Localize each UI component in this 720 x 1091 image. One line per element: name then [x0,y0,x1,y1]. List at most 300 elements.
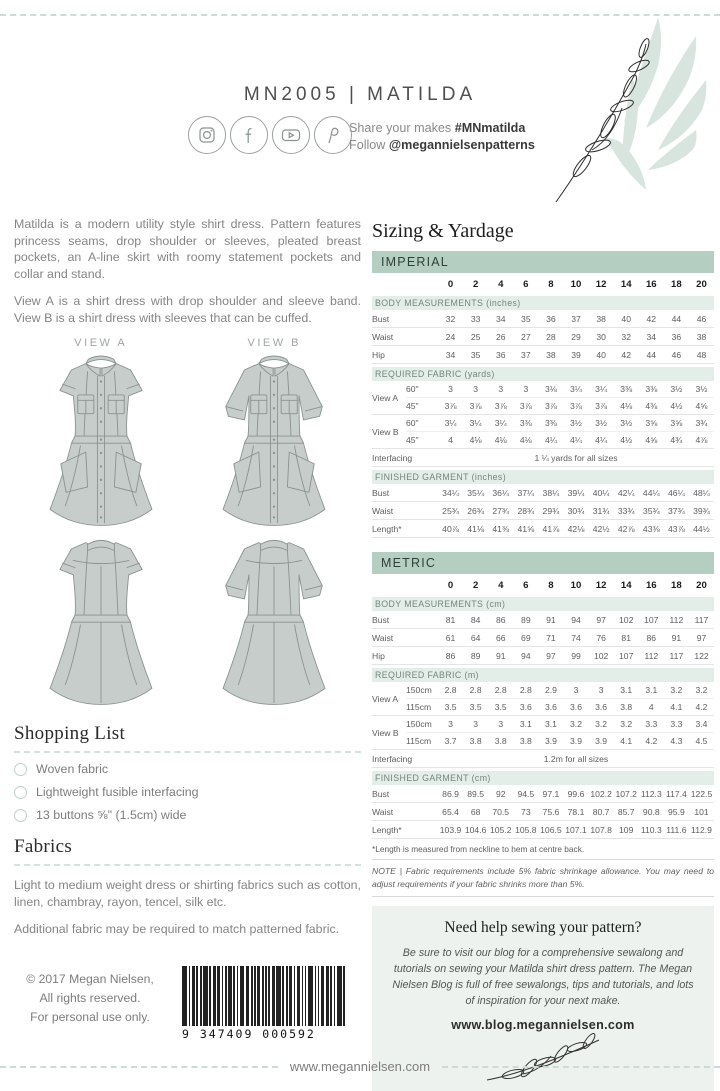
table-cell: 86 [495,614,506,625]
section-header: REQUIRED FABRIC (yards) [372,367,714,381]
hashtag: #MNmatilda [454,121,526,135]
barcode-bar [196,966,198,1026]
table-row [372,629,714,647]
table-cell: 36 [671,331,682,342]
table-row [406,381,714,398]
checklist-circle-icon [14,809,27,822]
table-cell: 71 [546,632,556,643]
table-cell: 4⅛ [469,435,482,445]
table-cell: 38 [546,349,556,360]
table-cell: 34 [646,331,657,342]
table-cell: 73 [521,806,531,817]
table-cell: 94 [521,650,531,661]
table-cell: 46 [696,313,707,324]
table-band: IMPERIAL [372,251,714,273]
table-cell: 107 [619,650,634,661]
table-cell: 27 [521,331,531,342]
fabric-view-group [372,381,714,415]
dress-view-a-back-illustration [25,530,177,709]
table-cell: 32 [621,331,631,342]
table-cell: 35 [470,349,481,360]
size-label: 0 [447,278,454,290]
row-label: Bust [372,487,390,498]
table-cell: 3¼ [570,384,582,394]
table-cell: 80.7 [592,806,610,817]
table-cell: 41⅛ [467,523,484,534]
table-cell: 3 [473,384,479,394]
table-cell: 3⅞ [519,401,532,411]
row-label: Waist [372,632,394,643]
table-cell: 97 [696,632,707,643]
table-cell: 40⅞ [442,523,459,534]
table-cell: 3¼ [595,384,608,394]
table-cell: 3⅞ [469,401,482,411]
table-cell: 30¾ [567,505,585,516]
size-label: 18 [671,278,682,290]
table-cell: 41⅞ [542,523,560,534]
row-label: Bust [372,313,390,324]
table-cell: 4⅝ [695,401,708,411]
table-cell: 3¼ [444,418,457,428]
table-row [406,699,714,715]
sizing-heading: Sizing & Yardage [372,220,514,242]
table-row [406,682,714,699]
table-cell: 4¼ [570,435,582,445]
barcode-bar [308,966,313,1026]
interfacing-value: 1 ¼ yards for all sizes [534,452,618,463]
size-label: 2 [472,579,479,591]
fabric-rows [406,682,714,715]
table-cell: 68 [470,806,481,817]
size-label: 2 [472,278,479,290]
size-label: 8 [548,278,554,290]
table-row [372,647,714,665]
table-cell: 3⅝ [670,418,683,428]
section-header: BODY MEASUREMENTS (inches) [372,296,714,310]
table-cell: 3⅜ [544,418,557,428]
table-row [372,611,714,629]
table-cell: 3½ [595,418,608,428]
table-cell: 94 [571,614,581,625]
table-cell: 36 [546,313,556,324]
table-cell: 3 [448,719,453,729]
width-label: 150cm [406,719,432,729]
help-branch-illustration [483,1032,603,1084]
table-row [372,328,714,346]
section-header: FINISHED GARMENT (cm) [372,771,714,785]
table-cell: 3 [523,384,529,394]
barcode-bar [276,966,281,1026]
table-cell: 86 [646,632,657,643]
table-cell: 3.3 [670,719,683,729]
barcode-bar [294,966,296,1026]
youtube-icon [272,116,310,154]
barcode-bar [297,966,300,1026]
table-cell: 39¾ [693,505,710,516]
table-cell: 110.3 [640,824,662,835]
table-cell: 117 [669,650,684,661]
table-cell: 43⅜ [642,523,660,534]
table-cell: 91 [671,632,682,643]
barcode-bar [225,966,227,1026]
barcode-bar [337,966,342,1026]
barcode-bar [318,966,320,1026]
table-cell: 4.5 [695,736,708,746]
table-row [406,716,714,733]
table-cell: 4 [448,435,453,445]
table-cell: 38 [596,313,606,324]
table-cell: 29¾ [542,505,560,516]
table-cell: 105.8 [515,824,537,835]
view-group-label: View A [372,392,399,403]
table-cell: 34¼ [442,487,459,498]
table-cell: 117.4 [665,788,687,799]
table-cell: 3.1 [519,719,532,729]
table-cell: 3⅞ [444,401,457,411]
table-row [406,415,714,432]
table-cell: 4.1 [620,736,633,746]
website-url: www.megannielsen.com [289,1059,431,1074]
barcode-bar [265,966,267,1026]
width-label: 150cm [406,685,432,695]
table-cell: 3⅞ [544,401,557,411]
size-label: 6 [523,278,529,290]
table-cell: 3 [573,685,579,695]
table-cell: 3.7 [444,736,457,746]
table-cell: 92 [495,788,506,799]
table-cell: 26¾ [467,505,484,516]
table-cell: 46¼ [668,487,685,498]
fabric-rows [406,381,714,414]
barcode-bar [182,966,187,1026]
table-cell: 3.1 [645,685,658,695]
table-cell: 3¼ [494,418,507,428]
barcode-bar [272,966,275,1026]
social-text [349,120,535,154]
section-header: BODY MEASUREMENTS (cm) [372,597,714,611]
table-cell: 97.1 [542,788,560,799]
table-cell: 106.5 [540,824,562,835]
table-cell: 37¼ [517,487,535,498]
table-cell: 107.8 [590,824,612,835]
table-cell: 3 [448,384,453,394]
table-cell: 3.2 [620,719,633,729]
table-cell: 107.2 [615,788,637,799]
view-b-label: VIEW B [247,337,301,349]
barcode-bar [282,966,284,1026]
table-cell: 122.5 [690,788,713,799]
row-label: Waist [372,806,394,817]
table-cell: 122 [694,650,709,661]
table-cell: 3⅜ [645,384,658,394]
imperial-table [372,251,714,538]
table-row [406,432,714,448]
size-label: 12 [595,579,607,591]
table-cell: 75.6 [542,806,560,817]
table-cell: 44 [646,349,657,360]
table-cell: 74 [571,632,581,643]
size-label: 20 [696,278,707,290]
table-row [372,346,714,364]
footer-dash-right [442,1066,720,1068]
table-cell: 3.2 [595,719,608,729]
table-cell: 95.9 [668,806,685,817]
table-cell: 28 [546,331,556,342]
table-cell: 25 [470,331,481,342]
table-cell: 3⅜ [620,384,633,394]
barcode-bar [246,966,249,1026]
fabric-view-group [372,682,714,716]
pattern-title: MN2005 | MATILDA [243,84,477,105]
shopping-list-item [14,762,361,776]
table-cell: 91 [546,614,556,625]
row-label: Bust [372,788,390,799]
shopping-list-heading: Shopping List [14,723,361,753]
table-cell: 3.2 [670,685,683,695]
table-cell: 86 [445,650,456,661]
row-label: Interfacing [372,753,413,764]
table-cell: 44½ [693,523,710,534]
table-row [372,484,714,502]
row-label: Interfacing [372,452,413,463]
instagram-icon [188,116,226,154]
barcode-bar [262,966,264,1026]
table-cell: 3.2 [570,719,582,729]
table-cell: 107 [644,614,659,625]
barcode-bar [213,966,216,1026]
barcode-bar [334,966,336,1026]
barcode-bar [286,966,288,1026]
table-cell: 3⅝ [645,418,658,428]
social-handle: @megannielsenpatterns [388,138,535,152]
table-cell: 3.3 [645,719,658,729]
table-cell: 4⅞ [695,435,708,445]
table-cell: 3.5 [444,702,457,712]
share-line: Share your makes #MNmatilda [349,121,526,135]
facebook-icon [230,116,268,154]
dress-illustrations [14,337,361,709]
fabric-view-group [372,415,714,449]
footer-dash-left [0,1066,278,1068]
width-label: 45" [406,401,419,411]
table-cell: 99 [571,650,581,661]
table-cell: 30 [596,331,606,342]
barcode-number: 9 347409 000592 [182,1026,316,1041]
table-cell: 89.5 [467,788,484,799]
fabric-view-group [372,716,714,750]
table-cell: 43⅞ [668,523,685,534]
table-cell: 3.6 [519,702,532,712]
table-cell: 85.7 [617,806,635,817]
table-row [372,785,714,803]
pattern-description: Matilda is a modern utility style shirt dress. Pattern features princess seams, drop shoulder or sleeves, pleated breast pockets, an A-line skirt with roomy statement pockets and collar and stand. [14,217,361,281]
table-cell: 2.9 [544,685,557,695]
view-group-label: View A [372,693,399,704]
table-row [406,398,714,414]
table-cell: 41⅜ [492,523,510,534]
interfacing-row [372,750,714,768]
table-cell: 78.1 [567,806,585,817]
barcode-bar [240,966,245,1026]
table-cell: 112 [669,614,684,625]
table-cell: 3.1 [544,719,557,729]
table-cell: 4¼ [544,435,557,445]
table-cell: 26 [495,331,506,342]
row-label: Bust [372,614,390,625]
size-label: 16 [645,278,657,290]
barcode-bar [192,966,195,1026]
table-cell: 35¾ [642,505,660,516]
table-cell: 42⅞ [617,523,635,534]
table-row [372,310,714,328]
width-label: 60" [406,418,419,428]
table-cell: 3.8 [519,736,532,746]
copyright-line: All rights reserved. [39,990,141,1005]
table-cell: 89 [521,614,531,625]
shopping-item-label: Lightweight fusible interfacing [36,785,199,799]
table-cell: 4.1 [670,702,683,712]
fabrics-paragraph: Light to medium weight dress or shirting fabrics such as cotton, linen, chambray, rayon, tencel, silk etc. [14,878,361,909]
barcode-bar [343,966,345,1026]
size-label: 10 [570,278,582,290]
table-cell: 101 [694,806,709,817]
table-cell: 103.9 [439,824,462,835]
table-cell: 44¼ [642,487,660,498]
row-label: Length* [372,523,402,534]
table-cell: 97 [546,650,556,661]
table-cell: 4.2 [645,736,658,746]
table-cell: 3⅜ [519,418,532,428]
table-cell: 3.2 [695,685,708,695]
table-cell: 3 [598,685,604,695]
table-cell: 3½ [620,418,633,428]
copyright-line: For personal use only. [30,1009,150,1024]
size-label: 10 [570,579,582,591]
leaf-illustration [546,18,718,211]
checklist-circle-icon [14,763,27,776]
table-cell: 4 [648,702,654,712]
barcode-bar [222,966,224,1026]
table-cell: 39 [571,349,581,360]
table-cell: 3.6 [544,702,557,712]
table-cell: 2.8 [469,685,482,695]
table-cell: 3.6 [595,702,608,712]
barcode-bar [305,966,307,1026]
shopping-list-item [14,808,361,822]
table-cell: 37 [521,349,531,360]
shopping-item-label: Woven fabric [36,762,109,776]
table-cell: 48¼ [693,487,710,498]
table-cell: 3⅛ [544,384,557,394]
barcode-bar [321,966,324,1026]
views-description: View A is a shirt dress with drop shoulder and sleeve band. View B is a shirt dress with sleeves that can be cuffed. [14,294,361,325]
table-cell: 89 [470,650,481,661]
table-cell: 3⅞ [595,401,608,411]
barcode-bar [209,966,211,1026]
table-cell: 33¾ [617,505,635,516]
table-row [372,803,714,821]
size-label: 14 [620,579,632,591]
table-cell: 40¼ [592,487,610,498]
table-cell: 3.1 [620,685,633,695]
table-cell: 3½ [670,384,683,394]
table-cell: 4½ [670,401,683,411]
fabric-rows [406,716,714,749]
table-cell: 39¼ [567,487,585,498]
width-label: 115cm [406,702,432,712]
table-cell: 35 [521,313,531,324]
table-cell: 3.8 [620,702,633,712]
table-cell: 3¾ [695,418,708,428]
table-cell: 4.3 [670,736,683,746]
copyright-barcode-row [14,966,361,1041]
table-cell: 40 [596,349,606,360]
table-cell: 3.9 [570,736,582,746]
table-row [406,733,714,749]
table-cell: 3½ [695,384,708,394]
barcode-bar [203,966,208,1026]
table-cell: 91 [495,650,506,661]
size-label: 14 [620,278,632,290]
barcode-bar [189,966,191,1026]
table-cell: 112.9 [691,824,712,835]
checklist-circle-icon [14,786,27,799]
table-cell: 3.8 [494,736,507,746]
table-cell: 42⅛ [567,523,585,534]
follow-line: Follow @megannielsenpatterns [349,138,535,152]
size-label: 16 [645,579,657,591]
table-cell: 3 [473,719,479,729]
row-label: Hip [372,650,385,661]
dress-view-b-back-illustration [198,530,350,709]
size-label: 4 [498,278,504,290]
table-cell: 70.5 [492,806,510,817]
table-row [372,520,714,538]
fabrics-heading: Fabrics [14,836,361,866]
table-row [372,502,714,520]
table-row [372,821,714,839]
table-cell: 64 [470,632,481,643]
barcode-bars [182,966,346,1026]
table-cell: 94.5 [517,788,535,799]
table-cell: 102 [593,650,609,661]
table-cell: 3½ [570,418,582,428]
table-cell: 4⅛ [620,401,633,411]
view-group-label: View B [372,727,399,738]
barcode-bar [254,966,256,1026]
table-cell: 34 [495,313,506,324]
barcode-bar [330,966,332,1026]
barcode-bar [302,966,304,1026]
table-band: METRIC [372,552,714,574]
table-cell: 3⅞ [570,401,582,411]
table-cell: 104.6 [464,824,487,835]
table-cell: 69 [521,632,531,643]
table-cell: 107.1 [565,824,587,835]
table-cell: 42 [646,313,657,324]
table-cell: 42 [621,349,631,360]
table-cell: 27¾ [492,505,510,516]
table-cell: 36¼ [492,487,510,498]
left-column [14,216,361,1041]
table-cell: 86.9 [442,788,459,799]
size-header-row [372,576,714,594]
table-cell: 3.5 [494,702,507,712]
size-label: 12 [595,278,607,290]
social-icons-row [188,116,352,154]
help-body: Be sure to visit our blog for a comprehensive sewalong and tutorials on sewing your Matilda shirt dress pattern. The Megan Nielsen Blog is full of free sewalongs, tips and tutorials, and lots of inspiration for your next make. [392,946,694,1007]
table-cell: 31¾ [592,505,610,516]
